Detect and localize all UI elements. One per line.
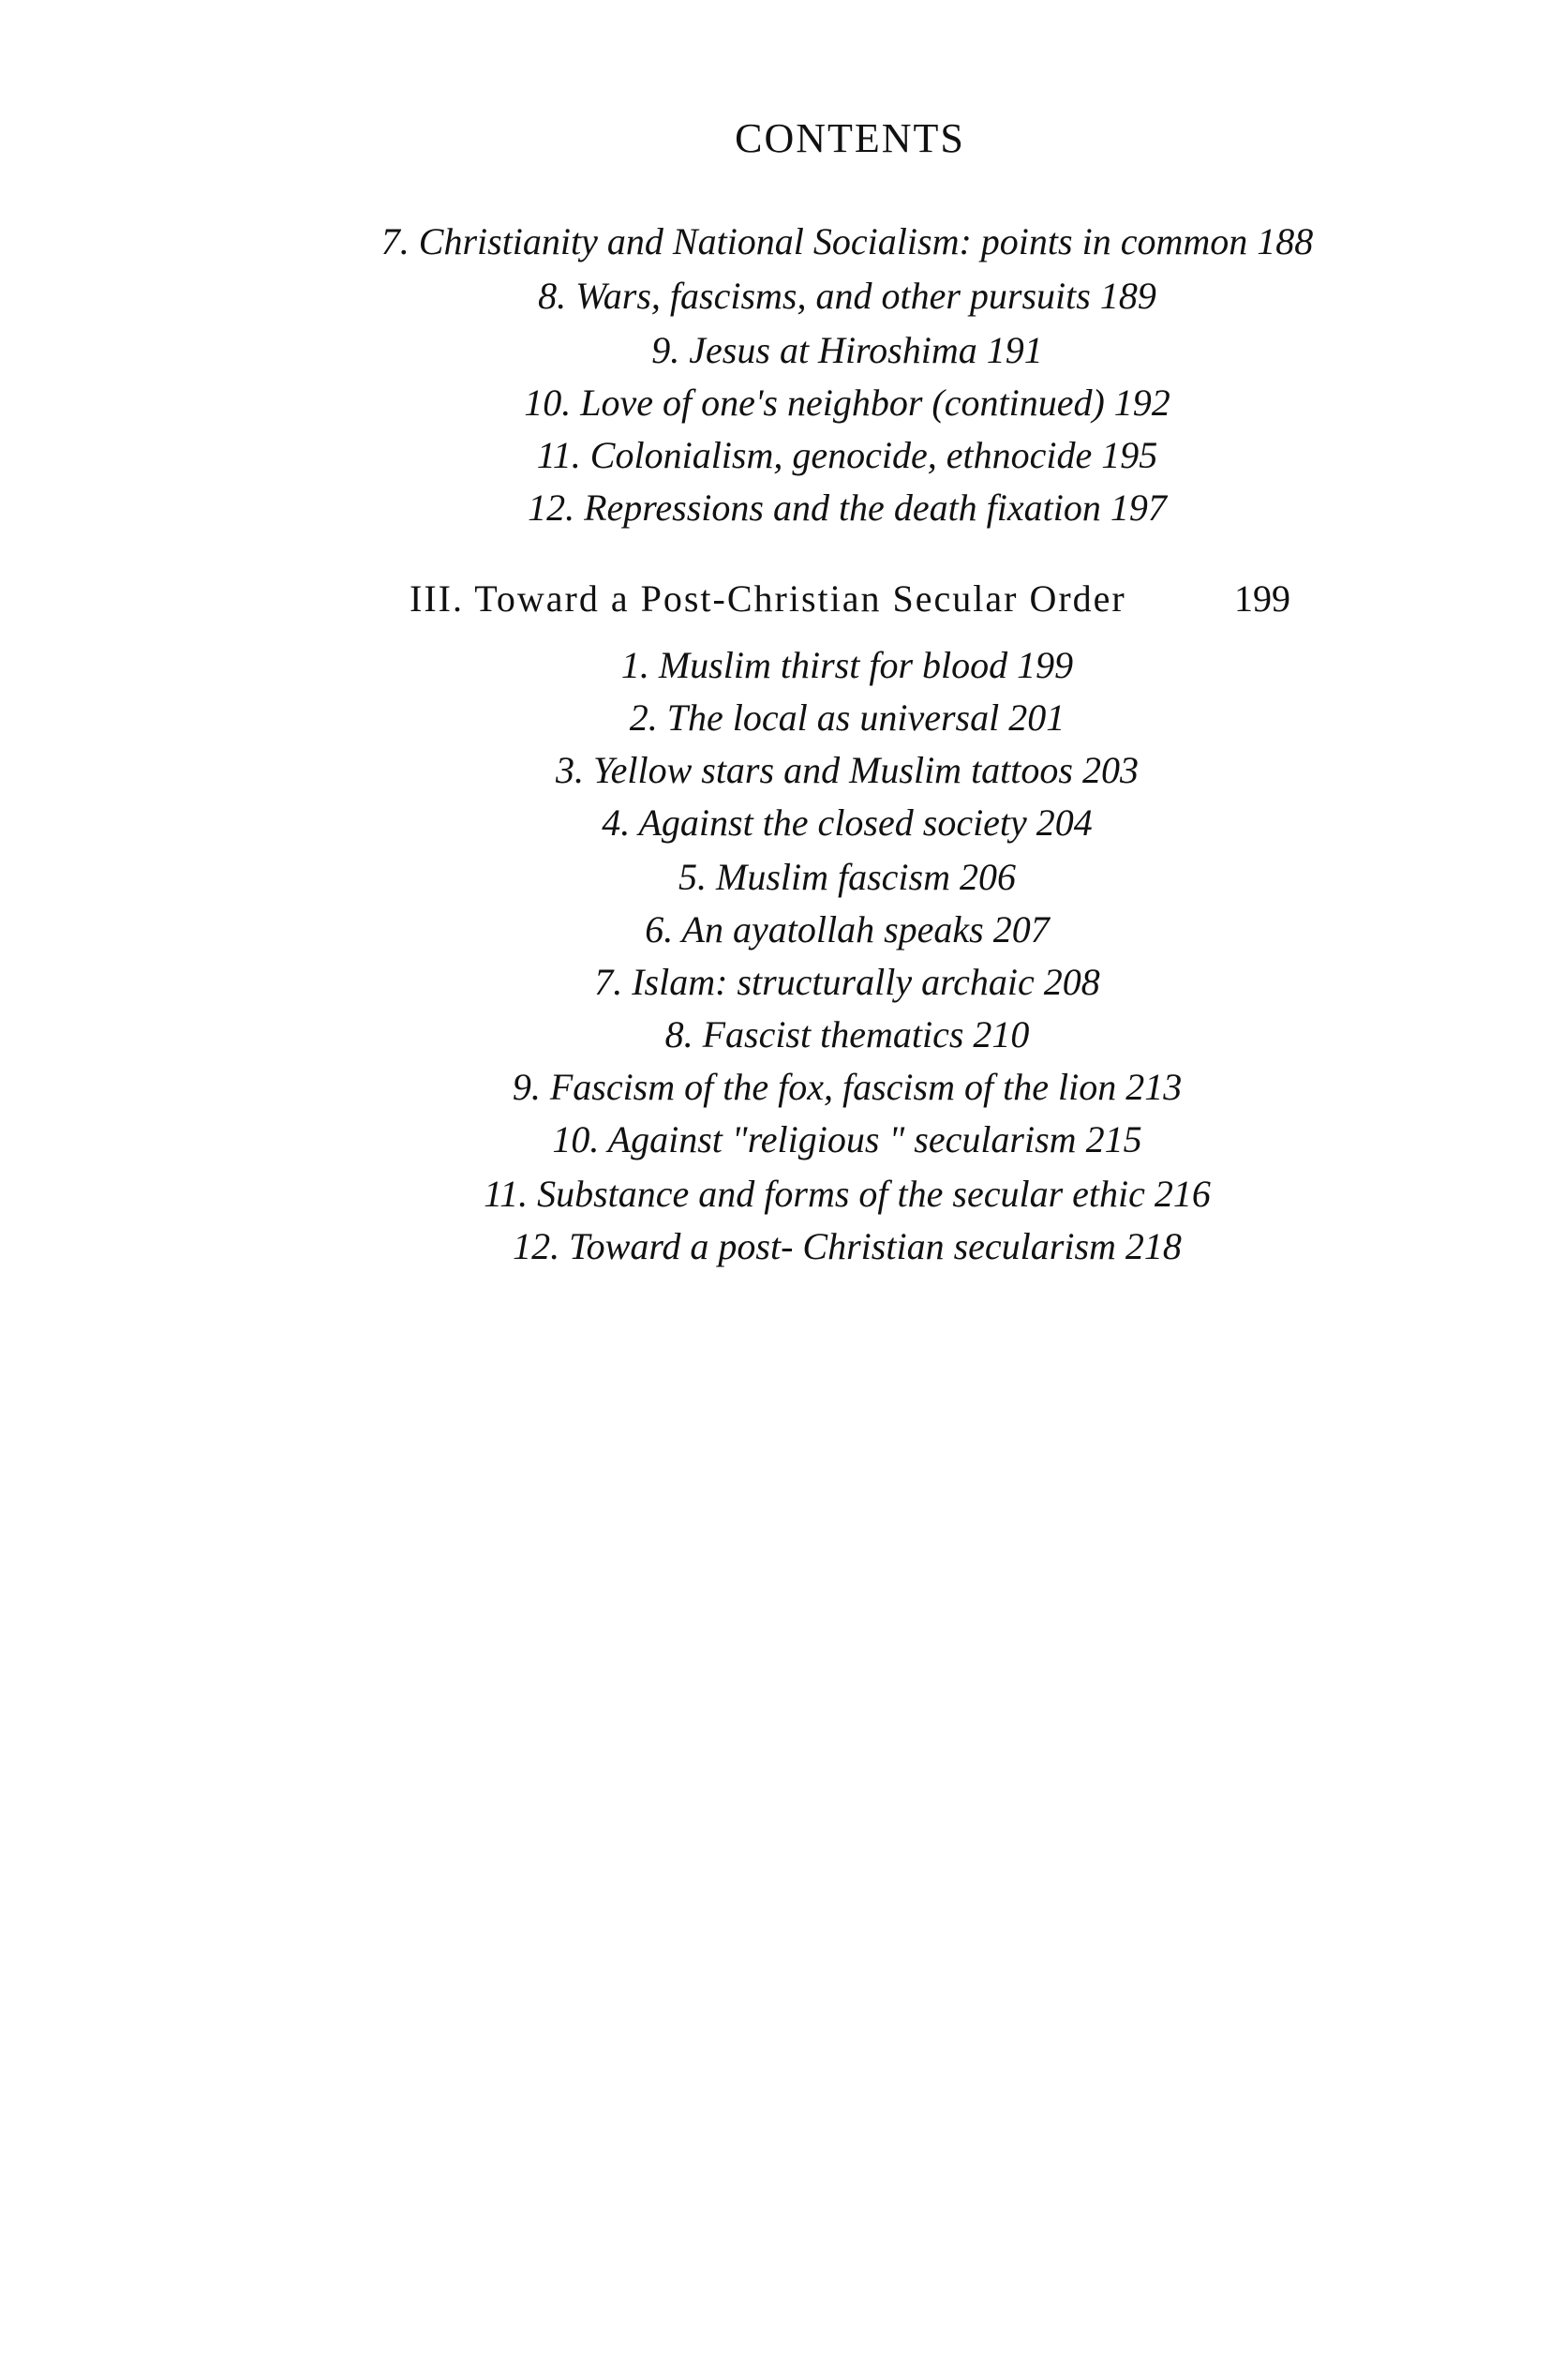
part-iii-heading[interactable] [410, 576, 1290, 622]
toc-entry-iii-1[interactable]: 1. Muslim thirst for blood 199 [620, 644, 1074, 686]
toc-entry-11[interactable]: 11. Colonialism, genocide, ethnocide 195 [536, 434, 1158, 476]
toc-entry-iii-2[interactable]: 2. The local as universal 201 [629, 696, 1066, 739]
part-iii-title: III. Toward a Post-Christian Secular Order [410, 577, 1126, 620]
toc-entry-9[interactable]: 9. Jesus at Hiroshima 191 [651, 329, 1043, 371]
toc-entry-iii-4[interactable]: 4. Against the closed society 204 [602, 801, 1093, 844]
toc-entry-iii-12[interactable]: 12. Toward a post- Christian secularism 218 [513, 1225, 1182, 1267]
toc-entry-iii-9[interactable]: 9. Fascism of the fox, fascism of the lion 213 [512, 1066, 1183, 1108]
toc-entry-iii-7[interactable]: 7. Islam: structurally archaic 208 [594, 961, 1100, 1003]
part-iii-page-number: 199 [1234, 577, 1290, 620]
toc-entry-7[interactable]: 7. Christianity and National Socialism: points in common 188 [380, 220, 1314, 262]
toc-entry-8[interactable]: 8. Wars, fascisms, and other pursuits 189 [538, 275, 1156, 317]
toc-entry-iii-8[interactable]: 8. Fascist thematics 210 [664, 1013, 1030, 1055]
toc-entry-10[interactable]: 10. Love of one's neighbor (continued) 192 [524, 382, 1170, 424]
page-title: CONTENTS [735, 115, 965, 161]
toc-entry-12[interactable]: 12. Repressions and the death fixation 197 [528, 486, 1167, 529]
toc-entry-iii-3[interactable]: 3. Yellow stars and Muslim tattoos 203 [556, 749, 1139, 791]
toc-entry-iii-11[interactable]: 11. Substance and forms of the secular ethic 216 [484, 1173, 1211, 1215]
toc-entry-iii-6[interactable]: 6. An ayatollah speaks 207 [645, 908, 1050, 951]
toc-entry-iii-5[interactable]: 5. Muslim fascism 206 [678, 856, 1016, 898]
toc-entry-iii-10[interactable]: 10. Against "religious " secularism 215 [552, 1118, 1142, 1160]
